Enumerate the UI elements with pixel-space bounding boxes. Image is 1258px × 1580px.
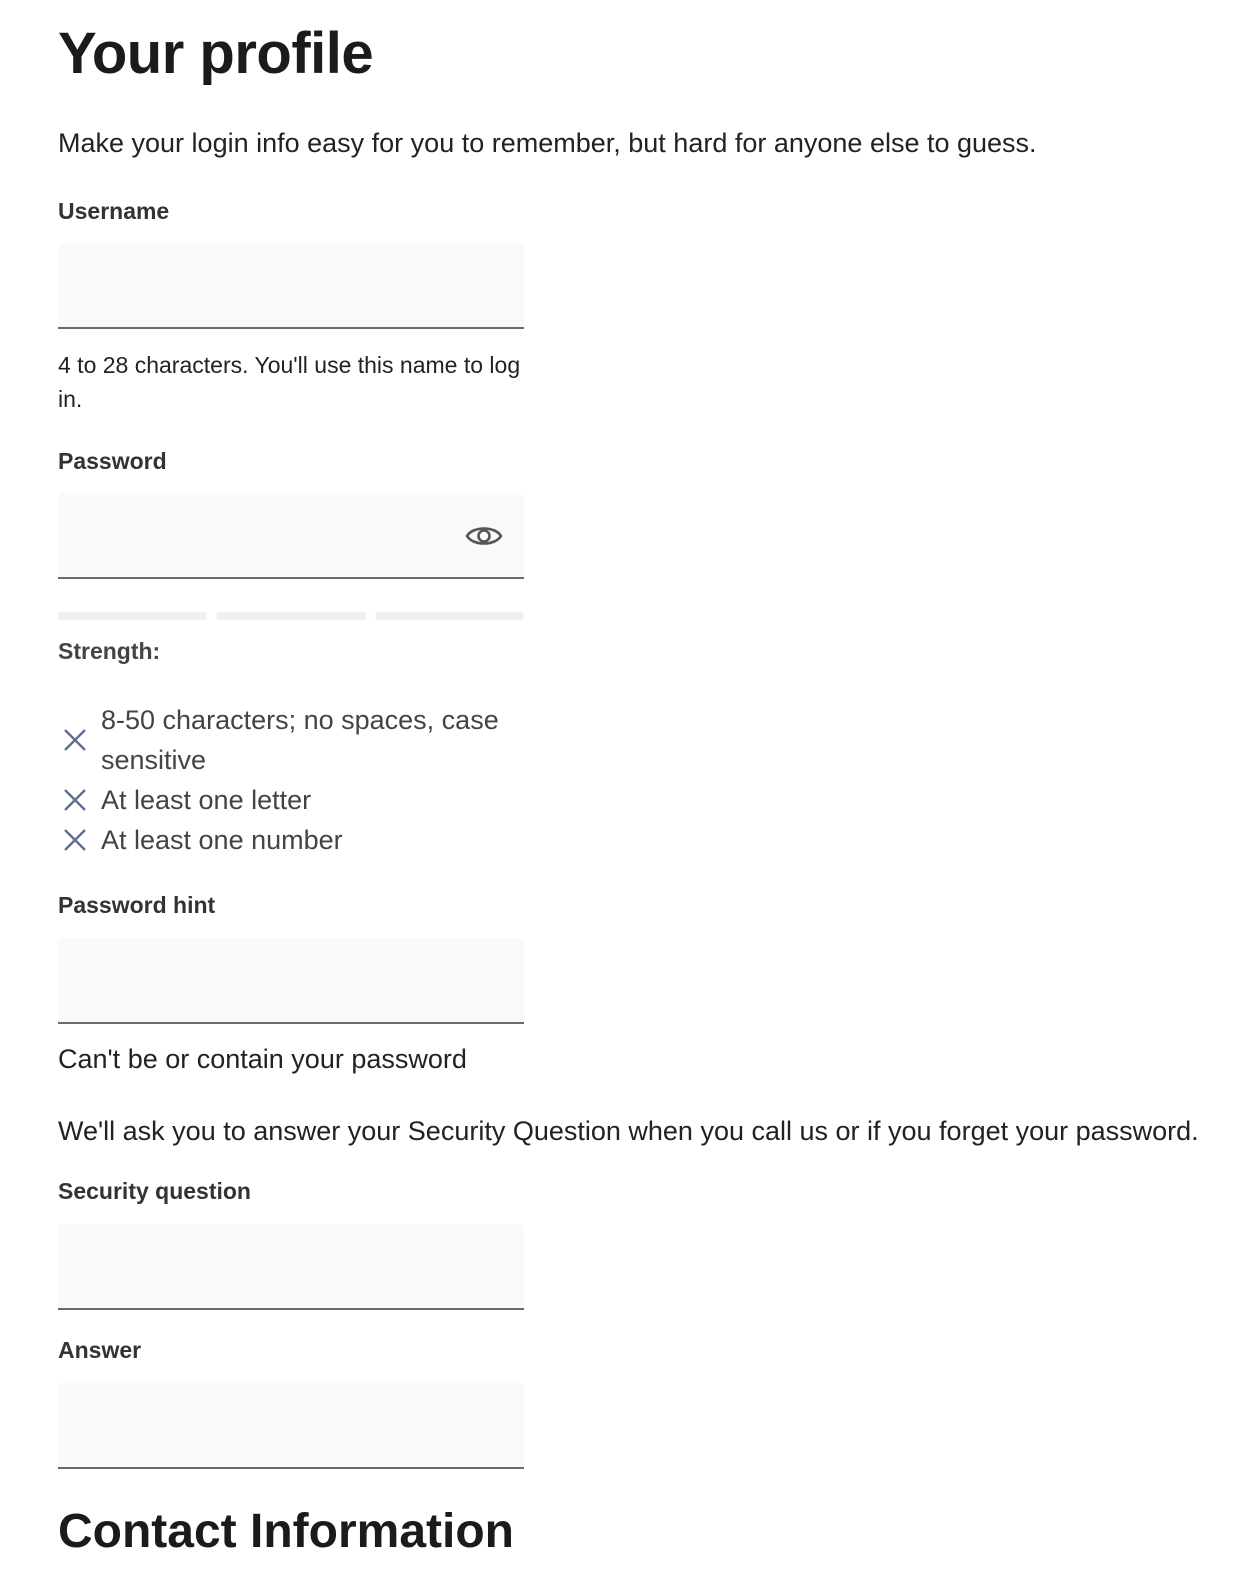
username-input[interactable] xyxy=(58,243,524,329)
password-strength-meter xyxy=(58,612,524,620)
strength-label: Strength: xyxy=(58,638,161,664)
password-hint-label: Password hint xyxy=(58,892,216,918)
security-question-input[interactable] xyxy=(58,1224,524,1310)
strength-segment xyxy=(216,612,365,620)
strength-segment xyxy=(375,612,524,620)
x-icon xyxy=(62,827,88,853)
security-intro: We'll ask you to answer your Security Question when you call us or if you forget your password. xyxy=(58,1116,1199,1146)
strength-segment xyxy=(58,612,207,620)
contact-information-heading: Contact Information xyxy=(58,1505,514,1558)
password-rule xyxy=(58,780,528,820)
security-question-label: Security question xyxy=(58,1178,251,1204)
intro-text: Make your login info easy for you to remember, but hard for anyone else to guess. xyxy=(58,128,1037,158)
page-title: Your profile xyxy=(58,21,374,86)
x-icon xyxy=(62,787,88,813)
username-label: Username xyxy=(58,198,170,224)
password-rule-text: 8-50 characters; no spaces, case sensitive xyxy=(101,705,499,775)
password-label: Password xyxy=(58,448,167,474)
password-rule-text: At least one number xyxy=(101,825,343,855)
x-icon xyxy=(62,727,88,753)
password-hint-helper: Can't be or contain your password xyxy=(58,1044,467,1074)
answer-input[interactable] xyxy=(58,1383,524,1469)
username-helper: 4 to 28 characters. You'll use this name to log in. xyxy=(58,352,521,412)
answer-label: Answer xyxy=(58,1337,142,1363)
password-hint-input[interactable] xyxy=(58,938,524,1024)
password-rule xyxy=(58,820,528,860)
password-rule xyxy=(58,700,528,780)
eye-icon xyxy=(465,523,503,549)
password-input[interactable] xyxy=(58,493,524,579)
password-rules-list xyxy=(58,700,528,860)
show-password-button[interactable] xyxy=(464,516,504,556)
password-rule-text: At least one letter xyxy=(101,785,312,815)
